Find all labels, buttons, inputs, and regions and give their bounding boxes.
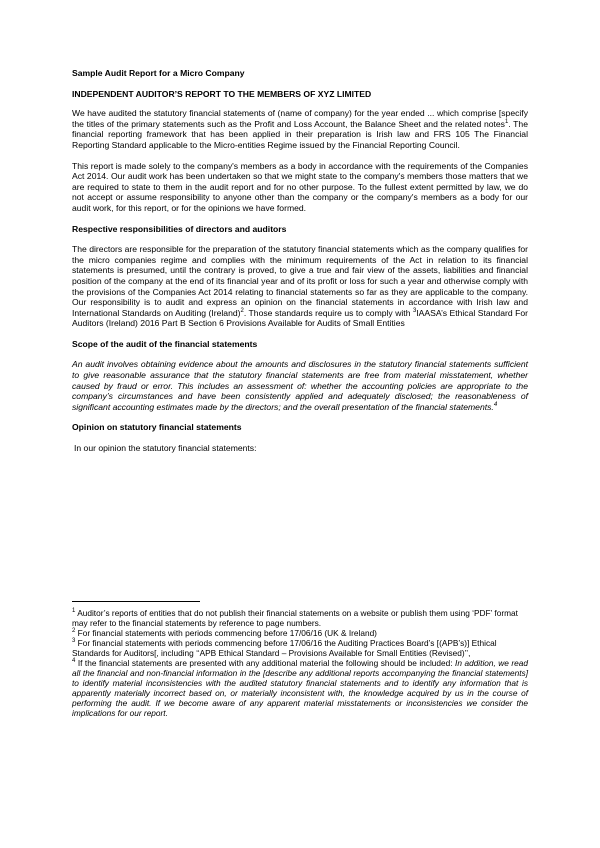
scope-heading: Scope of the audit of the financial statements — [72, 338, 258, 349]
footnote-4-text-b: In addition, we read all the financial and non-financial information in the [describe any additional reports accompanying the financial statements] to identify material inconsistencies with the audited statutory financial statements and to identify any information that is apparently materially incorrect based on, or materially inconsistent with, the knowledge acquired by us in the course of performing the audit. If we become aware of any apparent material misstatements or inconsistencies we consider the implications for our report. — [72, 658, 529, 718]
footnote-3-text: For financial statements with periods commencing before 17/06/16 the Auditing Practices Board’s [(APB’s)] Ethical Standards for Auditors[, including ‘‘APB Ethical Standard – Provisions Available for Small Entities (Revised)’’, — [72, 638, 497, 658]
footnote-4 — [72, 658, 528, 718]
footnote-3-number: 3 — [72, 638, 76, 645]
document-title: Sample Audit Report for a Micro Company — [72, 68, 245, 78]
responsibilities-text-c: IAASA’s Ethical Standard For Auditors (Ireland) 2016 Part B Section 6 Provisions Available for Audits of Small Entities — [72, 307, 528, 329]
scope-text: An audit involves obtaining evidence about the amounts and disclosures in the statutory financial statements sufficient to give reasonable assurance that the statutory financial statements are free from material misstatement, whether caused by fraud or error. This includes an assessment of: whether the accounting policies are appropriate to the company’s circumstances and have been consistently applied and adequately disclosed; the reasonableness of significant accounting estimates made by the directors; and the overall presentation of the financial statements. — [72, 359, 528, 412]
footnotes — [72, 601, 528, 718]
responsibilities-paragraph — [72, 244, 528, 329]
document-page — [72, 68, 528, 454]
footnote-1 — [72, 608, 528, 628]
footnote-2 — [72, 628, 528, 638]
intro-text-b: . The financial reporting framework that has been applied in their preparation is Irish law and FRS 105 The Financial Reporting Standard applicable to the Micro-entities Regime issued by the Financial Reporting Council. — [72, 118, 528, 150]
scope-paragraph — [72, 359, 528, 412]
opinion-heading: Opinion on statutory financial statements — [72, 422, 242, 433]
footnote-1-number: 1 — [72, 608, 76, 615]
footnote-4-text-a: If the financial statements are presented with any additional material the following should be included: — [75, 658, 456, 668]
footnote-ref-3: 3 — [412, 307, 417, 314]
footnote-4-number: 4 — [72, 658, 76, 665]
report-heading: INDEPENDENT AUDITOR’S REPORT TO THE MEMBERS OF XYZ LIMITED — [72, 88, 372, 99]
footnote-ref-1: 1 — [504, 118, 509, 125]
intro-text-a: We have audited the statutory financial statements of (name of company) for the year ended ... which comprise [specify the titles of the primary statements such as the Profit and Loss Account, the Balance Sheet and the related notes — [72, 108, 528, 129]
intro-paragraph-2: This report is made solely to the company's members as a body in accordance with the requirements of the Companies Act 2014. Our audit work has been undertaken so that we might state to the company's members those matters that we are required to state to them in the audit report and for no other purpose. To the fullest extent permitted by law, we do not accept or assume responsibility to anyone other than the company or the company's members as a body for our audit work, for this report, or for the opinions we have formed. — [72, 160, 528, 213]
opinion-paragraph: In our opinion the statutory financial statements: — [74, 443, 257, 454]
footnote-2-number: 2 — [72, 628, 76, 635]
responsibilities-heading: Respective responsibilities of directors and auditors — [72, 223, 287, 234]
footnote-2-text: For financial statements with periods commencing before 17/06/16 (UK & Ireland) — [75, 628, 377, 638]
responsibilities-text-a: The directors are responsible for the preparation of the statutory financial statements which as the company qualifies for the micro companies regime and complies with the minimum requirements of the Act in relation to its financial statements is presumed, until the contrary is proved, to give a true and fair view of the assets, liabilities and financial position of the company at the end of its financial year and of its profit or loss for such a year and otherwise comply with the provisions of the Companies Act 2014 relating to financial statements so far as they are applicable to the company. Our responsibility is to audit and express an opinion on the financial statements in accordance with Irish law and International Standards on Auditing (Ireland) — [72, 244, 528, 318]
footnote-1-text: Auditor’s reports of entities that do not publish their financial statements on a website or publish them using ‘PDF’ format may refer to the financial statements by reference to page numbers. — [72, 608, 518, 628]
footnote-3 — [72, 638, 528, 658]
footnote-ref-4: 4 — [493, 401, 498, 408]
footnote-ref-2: 2 — [240, 307, 244, 314]
intro-paragraph-1 — [72, 108, 528, 150]
responsibilities-text-b: . Those standards require us to comply with — [243, 307, 413, 318]
footnote-divider — [72, 601, 200, 602]
